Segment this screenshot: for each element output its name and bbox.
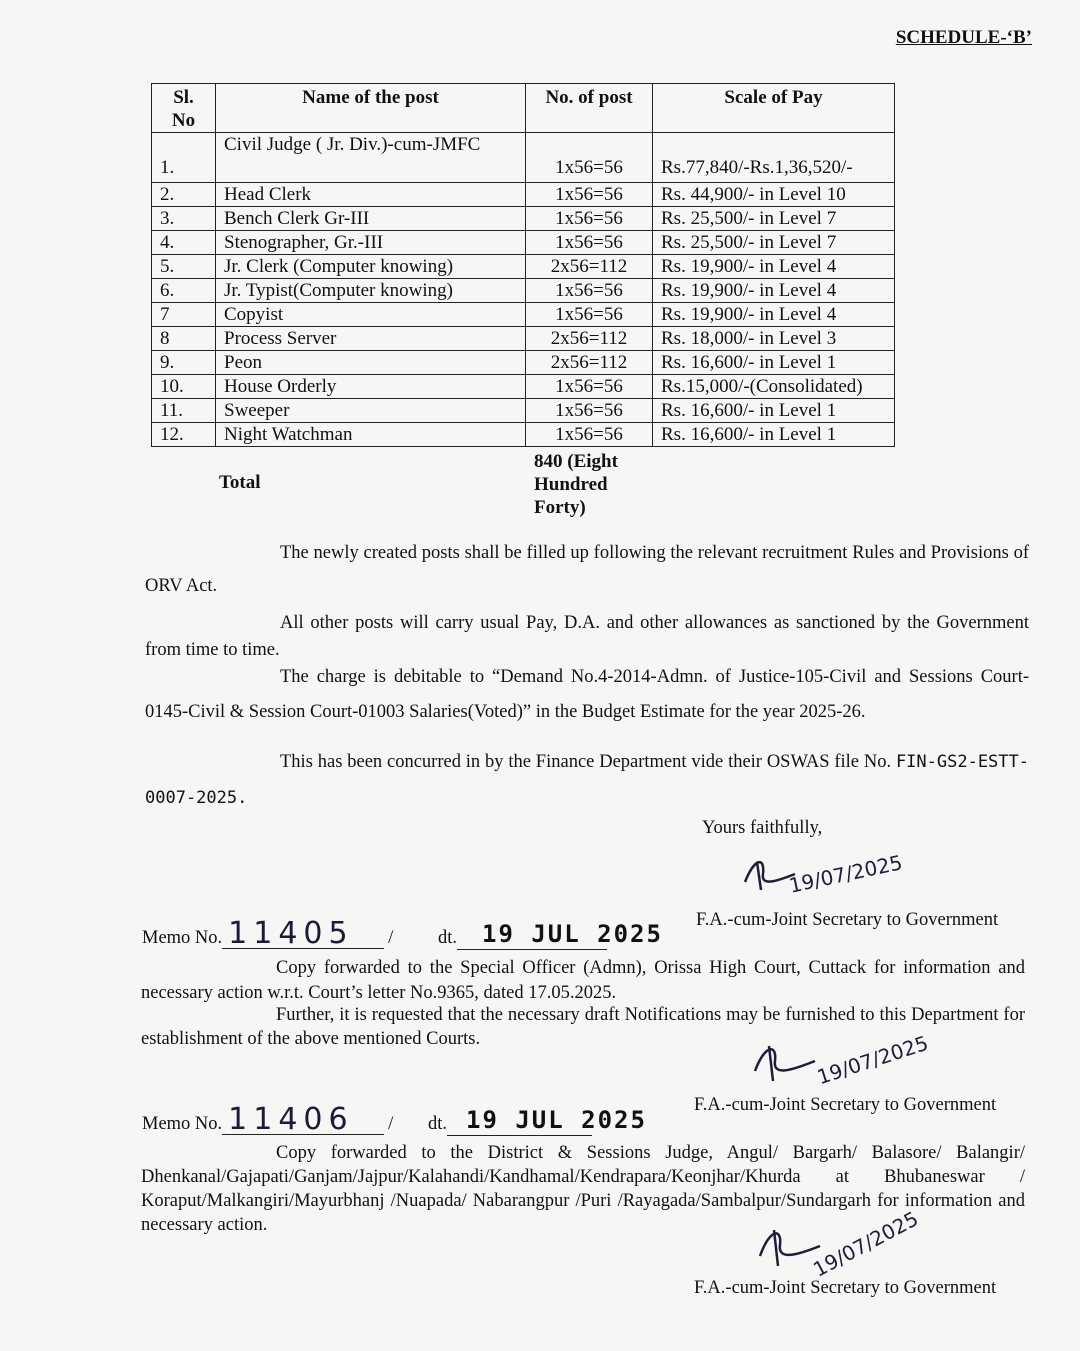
concurrence-text: This has been concurred in by the Finance Department vide their OSWAS file No. (280, 752, 892, 772)
table-row (152, 399, 895, 423)
cell-scale-of-pay: Rs. 25,500/- in Level 7 (653, 231, 895, 255)
signature-3-date: 19/07/2025 (809, 1206, 923, 1282)
cell-scale-of-pay: Rs.77,840/-Rs.1,36,520/- (653, 133, 895, 183)
col-header-scale-of-pay: Scale of Pay (653, 84, 895, 133)
cell-sl-no: 12. (152, 423, 216, 447)
memo-1-copy-text: Copy forwarded to the Special Officer (Admn), Orissa High Court, Cuttack for information and necessary action w.r.t. Court’s letter No.9365, dated 17.05.2025. (141, 958, 1025, 1003)
table-row (152, 303, 895, 327)
cell-post-name: Civil Judge ( Jr. Div.)-cum-JMFC (216, 133, 526, 183)
cell-no-of-post: 1x56=56 (526, 375, 653, 399)
cell-post-name: House Orderly (216, 375, 526, 399)
cell-post-name: Process Server (216, 327, 526, 351)
cell-no-of-post: 1x56=56 (526, 183, 653, 207)
signatory-3: F.A.-cum-Joint Secretary to Government (694, 1278, 997, 1298)
cell-no-of-post: 2x56=112 (526, 351, 653, 375)
cell-scale-of-pay: Rs. 25,500/- in Level 7 (653, 207, 895, 231)
cell-scale-of-pay: Rs. 16,600/- in Level 1 (653, 399, 895, 423)
cell-scale-of-pay: Rs. 19,900/- in Level 4 (653, 255, 895, 279)
cell-post-name: Night Watchman (216, 423, 526, 447)
col-header-sl-no: Sl. No (152, 84, 216, 133)
cell-no-of-post: 1x56=56 (526, 207, 653, 231)
memo-2-dt-label: dt. (427, 1114, 447, 1134)
paragraph-charge: The charge is debitable to “Demand No.4-2014-Admn. of Justice-105-Civil and Sessions Court-0145-Civil & Session Court-01003 Salaries(Voted)” in the Budget Estimate for the year 2025-26. (145, 667, 1029, 722)
oswas-file-no: FIN-GS2-ESTT-0007-2025. (145, 752, 1029, 808)
cell-sl-no: 8 (152, 327, 216, 351)
cell-sl-no: 10. (152, 375, 216, 399)
memo-1-line: Memo No. 11405 / dt. (142, 920, 607, 950)
paragraph-concurrence (145, 744, 1029, 816)
cell-post-name: Copyist (216, 303, 526, 327)
schedule-heading: SCHEDULE-‘B’ (895, 27, 1032, 48)
cell-post-name: Peon (216, 351, 526, 375)
cell-scale-of-pay: Rs. 16,600/- in Level 1 (653, 351, 895, 375)
table-row (152, 183, 895, 207)
table-row (152, 231, 895, 255)
cell-sl-no: 6. (152, 279, 216, 303)
col-header-no-of-post: No. of post (526, 84, 653, 133)
cell-scale-of-pay: Rs. 18,000/- in Level 3 (653, 327, 895, 351)
memo-1-request-text: Further, it is requested that the necessary draft Notifications may be furnished to this Department for establishment of the above mentioned Courts. (141, 1005, 1025, 1049)
table-row (152, 279, 895, 303)
cell-no-of-post: 1x56=56 (526, 133, 653, 183)
cell-post-name: Sweeper (216, 399, 526, 423)
table-row (152, 423, 895, 447)
cell-scale-of-pay: Rs. 16,600/- in Level 1 (653, 423, 895, 447)
signature-2-date: 19/07/2025 (814, 1030, 932, 1090)
table-header-row (152, 84, 895, 133)
cell-sl-no: 5. (152, 255, 216, 279)
memo-2-date-stamp: 19 JUL 2025 (466, 1106, 647, 1134)
cell-scale-of-pay: Rs. 19,900/- in Level 4 (653, 279, 895, 303)
cell-scale-of-pay: Rs. 44,900/- in Level 10 (653, 183, 895, 207)
col-header-post-name: Name of the post (216, 84, 526, 133)
cell-sl-no: 11. (152, 399, 216, 423)
signatory-2: F.A.-cum-Joint Secretary to Government (694, 1095, 997, 1115)
cell-post-name: Bench Clerk Gr-III (216, 207, 526, 231)
total-value: 840 (Eight Hundred Forty) (534, 451, 618, 518)
cell-sl-no: 9. (152, 351, 216, 375)
signature-1-date: 19/07/2025 (786, 850, 905, 898)
memo-2-line: Memo No. 11406 / dt. (142, 1106, 592, 1136)
memo-2-number: 11406 (222, 1106, 384, 1135)
cell-scale-of-pay: Rs.15,000/-(Consolidated) (653, 375, 895, 399)
cell-sl-no: 4. (152, 231, 216, 255)
cell-no-of-post: 1x56=56 (526, 303, 653, 327)
signatory-1: F.A.-cum-Joint Secretary to Government (696, 910, 999, 930)
memo-2-copy-text: Copy forwarded to the District & Sessions Judge, Angul/ Bargarh/ Balasore/ Balangir/ Dhenkanal/Gajapati/Ganjam/Jajpur/Kalahandi/Kandhamal/Kendrapara/Keonjhar/Khurda at Bhubaneswar / Koraput/Malkangiri/Mayurbhanj /Nuapada/ Nabarangpur /Puri /Rayagada/Sambalpur/Sundargarh for information and necessary action. (141, 1143, 1025, 1235)
table-row (152, 351, 895, 375)
cell-post-name: Jr. Clerk (Computer knowing) (216, 255, 526, 279)
cell-no-of-post: 2x56=112 (526, 327, 653, 351)
cell-scale-of-pay: Rs. 19,900/- in Level 4 (653, 303, 895, 327)
total-label: Total (219, 472, 261, 493)
memo-1-label: Memo No. (142, 928, 223, 948)
table-row (152, 375, 895, 399)
posts-table (151, 83, 895, 447)
memo-2-label: Memo No. (142, 1114, 223, 1134)
cell-no-of-post: 2x56=112 (526, 255, 653, 279)
table-row (152, 133, 895, 183)
cell-post-name: Head Clerk (216, 183, 526, 207)
cell-sl-no: 3. (152, 207, 216, 231)
closing-text: Yours faithfully, (702, 818, 823, 838)
memo-1-dt-label: dt. (437, 928, 457, 948)
cell-no-of-post: 1x56=56 (526, 423, 653, 447)
paragraph-recruitment: The newly created posts shall be filled up following the relevant recruitment Rules and Provisions of ORV Act. (145, 543, 1029, 596)
cell-sl-no: 1. (152, 133, 216, 183)
cell-sl-no: 7 (152, 303, 216, 327)
cell-no-of-post: 1x56=56 (526, 231, 653, 255)
table-row (152, 255, 895, 279)
cell-no-of-post: 1x56=56 (526, 399, 653, 423)
cell-post-name: Jr. Typist(Computer knowing) (216, 279, 526, 303)
cell-no-of-post: 1x56=56 (526, 279, 653, 303)
table-row (152, 327, 895, 351)
cell-sl-no: 2. (152, 183, 216, 207)
table-row (152, 207, 895, 231)
paragraph-allowances: All other posts will carry usual Pay, D.A. and other allowances as sanctioned by the Government from time to time. (145, 613, 1029, 660)
cell-post-name: Stenographer, Gr.-III (216, 231, 526, 255)
table-body (152, 133, 895, 447)
memo-1-date-stamp: 19 JUL 2025 (482, 920, 663, 948)
memo-1-number: 11405 (222, 920, 384, 949)
